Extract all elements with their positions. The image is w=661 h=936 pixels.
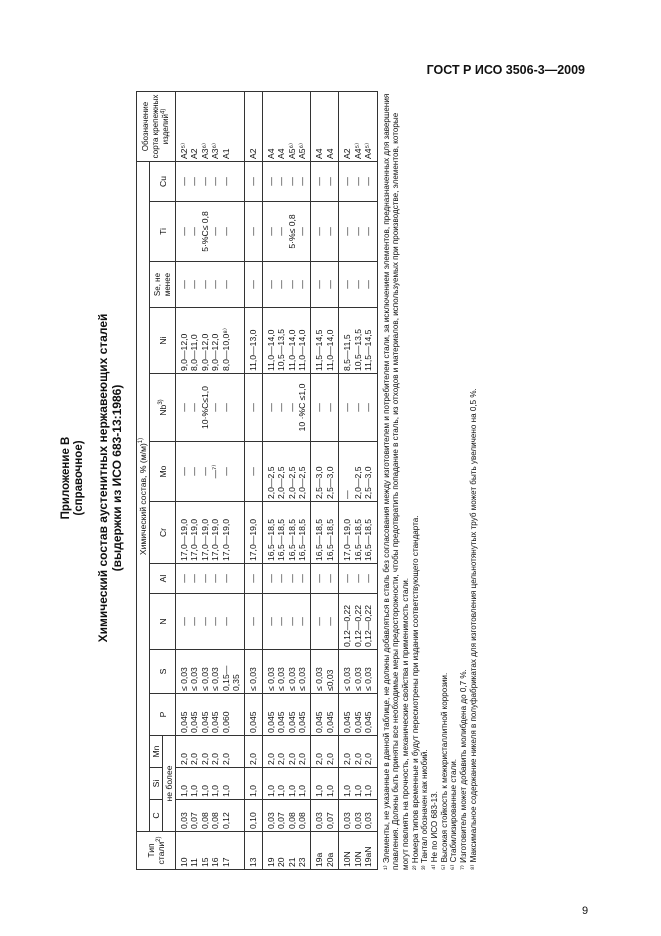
- cell-cu: —: [245, 162, 262, 202]
- cell-type: 19 20 21 23: [262, 832, 311, 870]
- cell-nb: —: [245, 374, 262, 442]
- cell-s: ≤ 0,03 ≤ 0,03 ≤ 0,03: [339, 650, 377, 694]
- cell-mn: 2,0 2,0 2,0 2,0: [262, 736, 311, 768]
- cell-si: 1,0 1,0 1,0 1,0 1,0: [176, 768, 245, 800]
- table-title: [96, 86, 124, 870]
- col-header-mn: Mn: [150, 736, 163, 768]
- cell-mn: 2,0 2,0 2,0: [339, 736, 377, 768]
- cell-cr: 17,0—19,0 17,0—19,0 17,0—19,0 17,0—19,0 17,0—19,0: [176, 502, 245, 564]
- col-header-c: C: [150, 800, 163, 832]
- composition-group-header: Химический состав, % $(м/м)^{1)}$: [137, 162, 150, 832]
- cell-ti: — — 5·%C≤ 0,8 — —: [176, 202, 245, 262]
- cell-se: — — — — —: [176, 262, 245, 308]
- appendix-heading: [60, 86, 86, 870]
- table-row: [176, 92, 245, 870]
- cell-nb: — —: [311, 374, 339, 442]
- footnote: ⁵⁾ Высокая стойкость к межкристаллитной коррозии.: [439, 672, 449, 870]
- table-row: [311, 92, 339, 870]
- cell-se: —: [245, 262, 262, 308]
- cell-cr: 16,5—18,5 16,5—18,5: [311, 502, 339, 564]
- footnote: ⁶⁾ Стабилизированные стали.: [449, 758, 459, 870]
- cell-mo: — — — —⁷⁾ —: [176, 442, 245, 502]
- cell-n: 0,12—0,22 0,12—0,22 0,12—0,22: [339, 594, 377, 650]
- cell-grade: A2⁵⁾ A2 A3⁶⁾ A3⁶⁾ A1: [176, 92, 245, 162]
- steel-type-header: Тип стали$^{2)}$: [137, 832, 176, 870]
- cell-al: — — — —: [262, 564, 311, 594]
- col-header-al: Al: [150, 564, 176, 594]
- cell-mn: 2,0 2,0: [311, 736, 339, 768]
- cell-p: 0,045 0,045 0,045 0,045 0,060: [176, 694, 245, 736]
- footnote: ⁸⁾ Максимальное содержание никеля в полуфабрикатах для изготовления цельнотянутых труб может быть увеличено на 0,5 %.: [468, 388, 478, 870]
- rotated-content: [60, 86, 555, 870]
- table-title-line1: Химический состав аустенитных нержавеющих сталей: [96, 313, 110, 643]
- cell-p: 0,045 0,045 0,045 0,045: [262, 694, 311, 736]
- footnote: ¹⁾ Элементы, не указанные в данной таблице, не должны добавляться в сталь без согласования между изготовителем и потребителем стали, за исключением элементов, предназначенных для завершения плавления. Должны быть приняты все необходимые меры предосторожности, чтобы предотвратить попадание в сталь, из отходов и материалов, используемых при производстве, элементов, которые могут повлиять на прочность, механические свойства и применимость стали.: [381, 93, 410, 870]
- cell-nb: — — —: [339, 374, 377, 442]
- cell-ni: 11,0—13,0: [245, 308, 262, 374]
- not-more-header: не более: [163, 736, 176, 832]
- cell-c: 0,03 0,07 0,08 0,08: [262, 800, 311, 832]
- cell-s: ≤ 0,03 ≤ 0,03 ≤ 0,03 ≤ 0,03: [262, 650, 311, 694]
- cell-si: 1,0 1,0 1,0 1,0: [262, 768, 311, 800]
- table-row: [339, 92, 377, 870]
- cell-ni: 8,5—11,5 10,5—13,5 11,5—14,5: [339, 308, 377, 374]
- cell-type: 10 11 15 16 17: [176, 832, 245, 870]
- col-header-cu: Cu: [150, 162, 176, 202]
- cell-ni: 11,0—14,0 10,5—13,5 11,0—14,0 11,0—14,0: [262, 308, 311, 374]
- cell-ni: 11,5—14,5 11,0—14,0: [311, 308, 339, 374]
- col-header-nb: Nb$^{3)}$: [150, 374, 176, 442]
- cell-p: 0,045: [245, 694, 262, 736]
- cell-n: — — — —: [262, 594, 311, 650]
- col-header-n: N: [150, 594, 176, 650]
- cell-al: —: [245, 564, 262, 594]
- grade-header: Обозначение сорта крепежных изделий$^{4)}$: [137, 92, 176, 162]
- cell-p: 0,045 0,045 0,045: [339, 694, 377, 736]
- cell-n: — —: [311, 594, 339, 650]
- cell-type: 10N 10N 19aN: [339, 832, 377, 870]
- cell-nb: — — 10·%C≤1,0 — —: [176, 374, 245, 442]
- cell-n: —: [245, 594, 262, 650]
- cell-c: 0,10: [245, 800, 262, 832]
- cell-s: ≤ 0,03 ≤0,03: [311, 650, 339, 694]
- cell-si: 1,0 1,0 1,0: [339, 768, 377, 800]
- col-header-ni: Ni: [150, 308, 176, 374]
- appendix-subtitle: (справочное): [73, 440, 85, 516]
- cell-cr: 17,0—19,0: [245, 502, 262, 564]
- cell-grade: A2 A4⁵⁾ A4⁵⁾: [339, 92, 377, 162]
- cell-si: 1,0 1,0: [311, 768, 339, 800]
- chemical-composition-table: [136, 91, 378, 870]
- cell-mo: 2,5—3,0 2,5—3,0: [311, 442, 339, 502]
- cell-ti: — — 5·%≤ 0,8 —: [262, 202, 311, 262]
- cell-c: 0,03 0,07 0,08 0,08 0,12: [176, 800, 245, 832]
- cell-grade: A4 A4 A5⁶⁾ A5⁶⁾: [262, 92, 311, 162]
- cell-s: ≤ 0,03: [245, 650, 262, 694]
- cell-mn: 2,0: [245, 736, 262, 768]
- cell-se: — — —: [339, 262, 377, 308]
- footnotes: [382, 91, 479, 870]
- cell-s: ≤ 0,03 ≤ 0,03 ≤ 0,03 ≤ 0,03 0,15— 0,35: [176, 650, 245, 694]
- cell-mo: — 2,0—2,5 2,5—3,0: [339, 442, 377, 502]
- cell-mo: 2,0—2,5 2,0—2,5 2,0—2,5 2,0—2,5: [262, 442, 311, 502]
- cell-ni: 9,0—12,0 8,0—11,0 9,0—12,0 9,0—12,0 8,0—10,0⁸⁾: [176, 308, 245, 374]
- col-header-ti: Ti: [150, 202, 176, 262]
- table-row: [262, 92, 311, 870]
- cell-al: — — — — —: [176, 564, 245, 594]
- appendix-title: Приложение В: [60, 436, 72, 520]
- footnote: ⁴⁾ Не по ИСО 683-13.: [430, 791, 440, 870]
- cell-cu: — — — — —: [176, 162, 245, 202]
- cell-si: 1,0: [245, 768, 262, 800]
- cell-cr: 16,5—18,5 16,5—18,5 16,5—18,5 16,5—18,5: [262, 502, 311, 564]
- cell-cu: — — — —: [262, 162, 311, 202]
- col-header-s: S: [150, 650, 176, 694]
- col-header-p: P: [150, 694, 176, 736]
- cell-cu: — — —: [339, 162, 377, 202]
- cell-cu: — —: [311, 162, 339, 202]
- footnote: ²⁾ Номера типов временные и будут пересмотрены при издании соответствующего стандарта.: [410, 515, 420, 870]
- cell-type: 19a 20a: [311, 832, 339, 870]
- cell-mo: —: [245, 442, 262, 502]
- footnote: ⁷⁾ Изготовитель может добавить молибдена до 0,7 %.: [459, 669, 469, 870]
- cell-mn: 2,0 2,0 2,0 2,0 2,0: [176, 736, 245, 768]
- cell-p: 0,045 0,045: [311, 694, 339, 736]
- cell-type: 13: [245, 832, 262, 870]
- cell-nb: — — — 10 ·%C ≤1,0: [262, 374, 311, 442]
- cell-al: — —: [311, 564, 339, 594]
- cell-n: — — — — —: [176, 594, 245, 650]
- cell-al: — — —: [339, 564, 377, 594]
- table-body: [176, 92, 378, 870]
- document-code: ГОСТ Р ИСО 3506-3—2009: [426, 63, 585, 77]
- col-header-cr: Cr: [150, 502, 176, 564]
- footnote: ³⁾ Тантал обозначен как ниобий.: [420, 749, 430, 870]
- col-header-mo: Mo: [150, 442, 176, 502]
- table-title-line2: (выдержки из ИСО 683-13:1986): [110, 384, 124, 572]
- cell-se: — — — —: [262, 262, 311, 308]
- cell-cr: 17,0—19,0 16,5—18,5 16,5—18,5: [339, 502, 377, 564]
- cell-se: — —: [311, 262, 339, 308]
- cell-grade: A4 A4: [311, 92, 339, 162]
- cell-c: 0,03 0,07: [311, 800, 339, 832]
- cell-c: 0,03 0,03 0,03: [339, 800, 377, 832]
- cell-ti: —: [245, 202, 262, 262]
- page-number: 9: [582, 905, 589, 917]
- cell-grade: A2: [245, 92, 262, 162]
- cell-ti: — —: [311, 202, 339, 262]
- col-header-se: Se, не менее: [150, 262, 176, 308]
- cell-ti: — — —: [339, 202, 377, 262]
- table-row: [245, 92, 262, 870]
- col-header-si: Si: [150, 768, 163, 800]
